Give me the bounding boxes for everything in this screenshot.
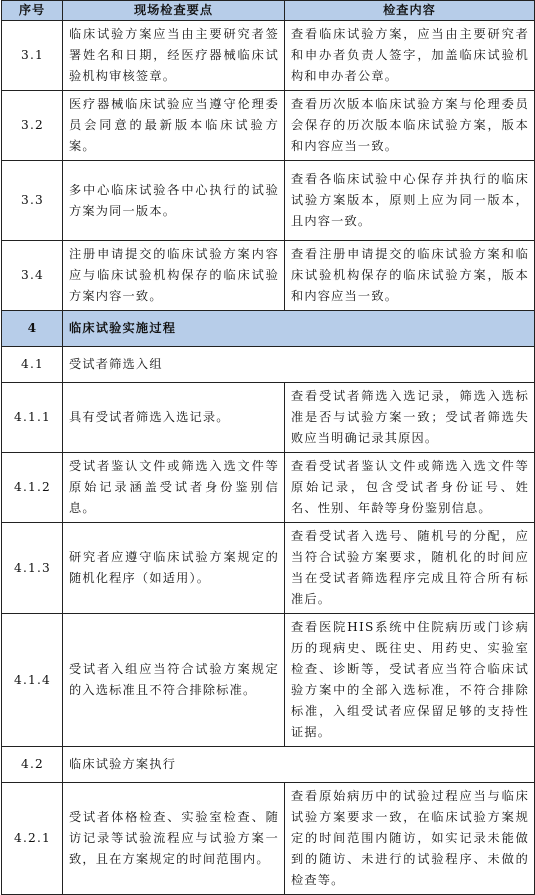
row-number: 4.1.2 <box>2 453 63 523</box>
subsection-title: 临床试验方案执行 <box>63 747 535 783</box>
row-number: 4.1.4 <box>2 614 63 747</box>
subsection-row <box>2 747 535 783</box>
section-title: 临床试验实施过程 <box>63 311 535 347</box>
row-number: 4.1.3 <box>2 523 63 614</box>
row-check-point: 医疗器械临床试验应当遵守伦理委员会同意的最新版本临床试验方案。 <box>63 91 285 161</box>
row-number: 3.4 <box>2 241 63 311</box>
row-check-point: 多中心临床试验各中心执行的试验方案为同一版本。 <box>63 161 285 241</box>
row-check-point: 具有受试者筛选入选记录。 <box>63 383 285 453</box>
header-check-content: 检查内容 <box>285 1 535 21</box>
row-check-content: 查看原始病历中的试验过程应当与临床试验方案要求一致，在临床试验方案规定的时间范围内随访，如实记录未能做到的随访、未进行的试验程序、未做的检查等。 <box>285 783 535 895</box>
row-number: 3.2 <box>2 91 63 161</box>
table-row <box>2 383 535 453</box>
row-check-point: 受试者体格检查、实验室检查、随访记录等试验流程应与试验方案一致，且在方案规定的时间范围内。 <box>63 783 285 895</box>
subsection-title: 受试者筛选入组 <box>63 347 535 383</box>
table-row <box>2 614 535 747</box>
row-check-content: 查看历次版本临床试验方案与伦理委员会保存的历次版本临床试验方案，版本和内容应当一致。 <box>285 91 535 161</box>
table-row <box>2 523 535 614</box>
table-row <box>2 21 535 91</box>
row-number: 3.1 <box>2 21 63 91</box>
subsection-row <box>2 347 535 383</box>
row-check-point: 注册申请提交的临床试验方案内容应与临床试验机构保存的临床试验方案内容一致。 <box>63 241 285 311</box>
row-number: 3.3 <box>2 161 63 241</box>
header-seq-number: 序号 <box>2 1 63 21</box>
row-check-content: 查看注册申请提交的临床试验方案和临床试验机构保存的临床试验方案，版本和内容应当一致。 <box>285 241 535 311</box>
row-check-point: 受试者入组应当符合试验方案规定的入选标准且不符合排除标准。 <box>63 614 285 747</box>
table-row <box>2 161 535 241</box>
subsection-number: 4.1 <box>2 347 63 383</box>
row-check-content: 查看受试者鉴认文件或筛选入选文件等原始记录，包含受试者身份证号、姓名、性别、年龄等身份鉴别信息。 <box>285 453 535 523</box>
row-number: 4.1.1 <box>2 383 63 453</box>
table-header-row <box>2 1 535 21</box>
section-row <box>2 311 535 347</box>
inspection-checklist-table <box>1 0 535 895</box>
row-check-content: 查看医院HIS系统中住院病历或门诊病历的现病史、既往史、用药史、实验室检查、诊断等，受试者应当符合临床试验方案中的全部入选标准，不符合排除标准，入组受试者应保留足够的支持性证据。 <box>285 614 535 747</box>
table-row <box>2 241 535 311</box>
table-row <box>2 91 535 161</box>
row-check-content: 查看受试者入选号、随机号的分配，应当符合试验方案要求，随机化的时间应当在受试者筛选程序完成且符合所有标准后。 <box>285 523 535 614</box>
row-check-point: 研究者应遵守临床试验方案规定的随机化程序（如适用）。 <box>63 523 285 614</box>
row-check-point: 受试者鉴认文件或筛选入选文件等原始记录涵盖受试者身份鉴别信息。 <box>63 453 285 523</box>
table-row <box>2 453 535 523</box>
table-row <box>2 783 535 895</box>
header-check-point: 现场检查要点 <box>63 1 285 21</box>
row-check-point: 临床试验方案应当由主要研究者签署姓名和日期，经医疗器械临床试验机构审核签章。 <box>63 21 285 91</box>
subsection-number: 4.2 <box>2 747 63 783</box>
section-number: 4 <box>2 311 63 347</box>
row-number: 4.2.1 <box>2 783 63 895</box>
row-check-content: 查看各临床试验中心保存并执行的临床试验方案版本，原则上应为同一版本，且内容一致。 <box>285 161 535 241</box>
row-check-content: 查看临床试验方案，应当由主要研究者和申办者负责人签字，加盖临床试验机构和申办者公章。 <box>285 21 535 91</box>
row-check-content: 查看受试者筛选入选记录，筛选入选标准是否与试验方案一致；受试者筛选失败应当明确记录其原因。 <box>285 383 535 453</box>
